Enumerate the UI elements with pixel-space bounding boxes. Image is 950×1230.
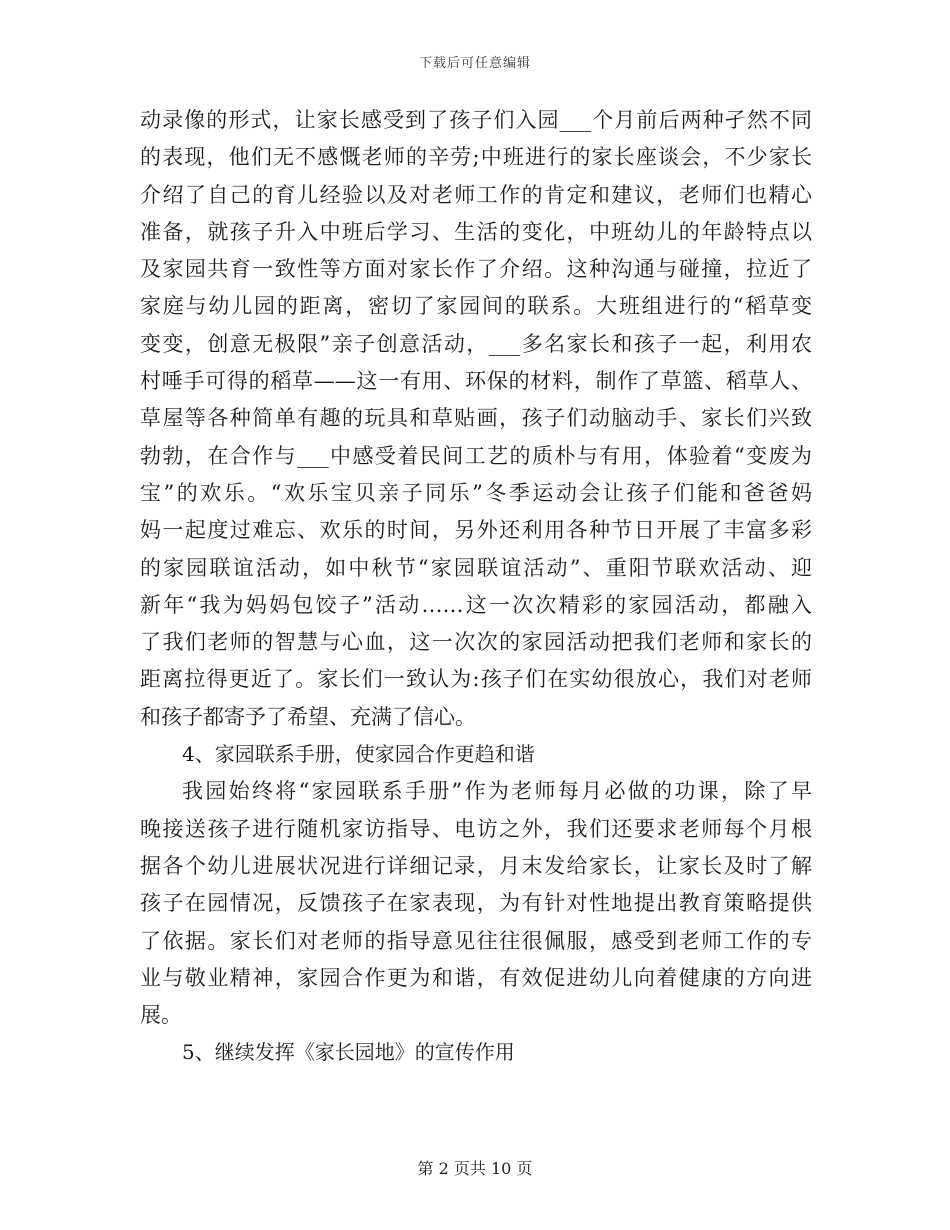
text-line: 妈一起度过难忘、欢乐的时间，另外还利用各种节日开展了丰富多彩	[140, 518, 812, 543]
text-line: 介绍了自己的育儿经验以及对老师工作的肯定和建议，老师们也精心	[140, 182, 812, 207]
text-line: 动录像的形式，让家长感受到了孩子们入园___个月前后两种孑然不同	[140, 108, 812, 132]
text-line: 据各个幼儿进展状况进行详细记录，月末发给家长，让家长及时了解	[140, 853, 812, 878]
page-footer: 第 2 页共 10 页	[417, 1159, 533, 1178]
text-line: 晚接送孩子进行随机家访指导、电访之外，我们还要求老师每个月根	[140, 816, 812, 841]
text-line: 孩子在园情况，反馈孩子在家表现，为有针对性地提出教育策略提供	[140, 891, 812, 916]
text-line: 了依据。家长们对老师的指导意见往往很佩服，感受到老师工作的专	[140, 928, 812, 953]
document-body	[140, 102, 812, 1072]
text-line: 家庭与幼儿园的距离，密切了家园间的联系。大班组进行的“稻草变	[140, 294, 812, 319]
text-line: 草屋等各种简单有趣的玩具和草贴画，孩子们动脑动手、家长们兴致	[140, 406, 812, 431]
section-heading-5: 5、继续发挥《家长园地》的宣传作用	[182, 1040, 515, 1065]
text-line: 变变，创意无极限”亲子创意活动，___多名家长和孩子一起，利用农	[140, 331, 812, 356]
text-line: 业与敬业精神，家园合作更为和谐，有效促进幼儿向着健康的方向进	[140, 965, 812, 990]
text-line: 及家园共育一致性等方面对家长作了介绍。这种沟通与碰撞，拉近了	[140, 257, 812, 282]
text-line: 勃勃，在合作与___中感受着民间工艺的质朴与有用，体验着“变废为	[140, 443, 812, 468]
text-line: 新年“我为妈妈包饺子”活动……这一次次精彩的家园活动，都融入	[140, 592, 812, 617]
text-line: 村唾手可得的稻草——这一有用、环保的材料，制作了草篮、稻草人、	[140, 369, 812, 394]
paragraph-contact-handbook	[140, 773, 812, 1034]
paragraph-activities	[140, 102, 812, 736]
section-heading-4: 4、家园联系手册，使家园合作更趋和谐	[182, 742, 535, 767]
text-line: 的家园联谊活动，如中秋节“家园联谊活动”、重阳节联欢活动、迎	[140, 555, 812, 580]
text-line: 的表现，他们无不感慨老师的辛劳;中班进行的家长座谈会，不少家长	[140, 145, 812, 170]
text-line: 我园始终将“家园联系手册”作为老师每月必做的功课，除了早	[182, 779, 812, 804]
page-header: 下载后可任意编辑	[418, 56, 531, 71]
text-line: 距离拉得更近了。家长们一致认为:孩子们在实幼很放心，我们对老师	[140, 667, 812, 692]
text-line: 了我们老师的智慧与心血，这一次次的家园活动把我们老师和家长的	[140, 630, 812, 655]
text-line: 宝”的欢乐。“欢乐宝贝亲子同乐”冬季运动会让孩子们能和爸爸妈	[140, 480, 812, 505]
text-line: 展。	[140, 1003, 182, 1028]
text-line: 准备，就孩子升入中班后学习、生活的变化，中班幼儿的年龄特点以	[140, 219, 812, 244]
text-line: 和孩子都寄予了希望、充满了信心。	[140, 704, 476, 729]
